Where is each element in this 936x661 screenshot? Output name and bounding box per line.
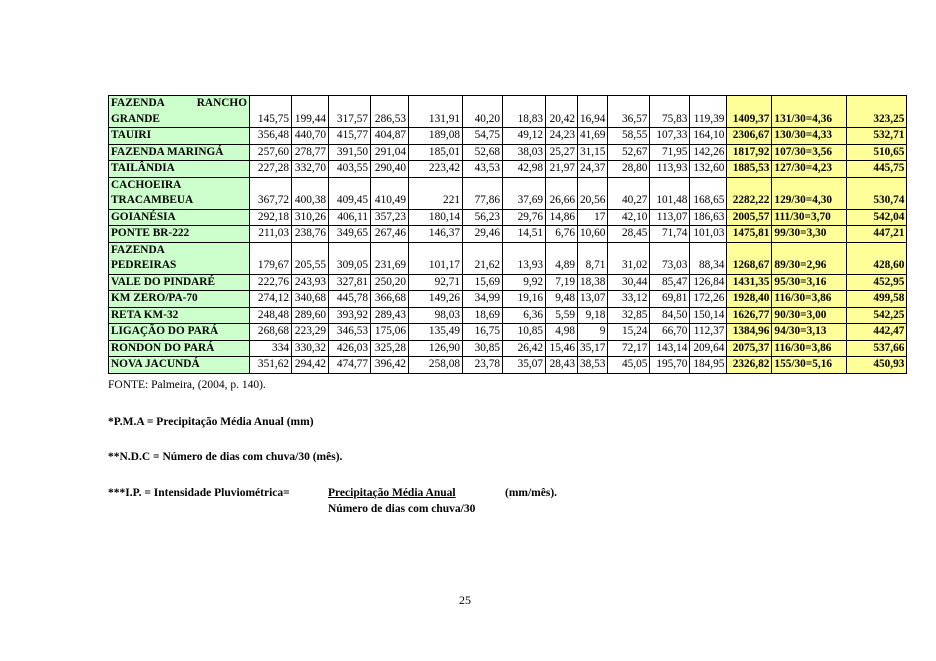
monthly-value-cell: 13,93: [503, 242, 546, 274]
monthly-value-cell: 9: [578, 324, 608, 341]
monthly-value-cell: 19,16: [503, 291, 546, 308]
monthly-value-cell: 4,98: [546, 324, 578, 341]
monthly-value-cell: 278,77: [292, 144, 329, 161]
station-name: FAZENDA RANCHO: [111, 97, 247, 109]
table-row: [109, 357, 907, 374]
monthly-value-cell: 334: [250, 340, 292, 357]
monthly-value-cell: 17: [578, 209, 608, 226]
monthly-value-cell: 23,78: [463, 357, 503, 374]
pma-cell: 2005,57: [727, 209, 772, 226]
monthly-value-cell: 14,86: [546, 209, 578, 226]
station-name-cell: [109, 274, 250, 291]
monthly-value-cell: 132,60: [690, 161, 727, 178]
station-name-cell: [109, 209, 250, 226]
monthly-value-cell: 349,65: [329, 226, 371, 243]
monthly-value-cell: 327,81: [329, 274, 371, 291]
source-citation: FONTE: Palmeira, (2004, p. 140).: [108, 379, 266, 391]
monthly-value-cell: 290,40: [371, 161, 409, 178]
ndc-cell: 89/30=2,96: [772, 242, 847, 274]
monthly-value-cell: 16,75: [463, 324, 503, 341]
monthly-value-cell: 13,07: [578, 291, 608, 308]
ndc-cell: 99/30=3,30: [772, 226, 847, 243]
monthly-value-cell: 24,37: [578, 161, 608, 178]
monthly-value-cell: 179,67: [250, 242, 292, 274]
monthly-value-cell: 18,83: [503, 96, 546, 128]
monthly-value-cell: 21,97: [546, 161, 578, 178]
ip-cell: 530,74: [847, 177, 907, 209]
table-row: [109, 242, 907, 274]
monthly-value-cell: 291,04: [371, 144, 409, 161]
ndc-cell: 107/30=3,56: [772, 144, 847, 161]
monthly-value-cell: 31,15: [578, 144, 608, 161]
pma-cell: 1431,35: [727, 274, 772, 291]
monthly-value-cell: 84,50: [650, 307, 690, 324]
monthly-value-cell: 180,14: [409, 209, 463, 226]
station-name: RETA KM-32: [111, 308, 179, 321]
monthly-value-cell: 325,28: [371, 340, 409, 357]
ip-cell: 447,21: [847, 226, 907, 243]
station-name-cell: [109, 96, 250, 128]
monthly-value-cell: 149,26: [409, 291, 463, 308]
monthly-value-cell: 223,29: [292, 324, 329, 341]
monthly-value-cell: 49,12: [503, 128, 546, 145]
monthly-value-cell: 26,66: [546, 177, 578, 209]
monthly-value-cell: 205,55: [292, 242, 329, 274]
monthly-value-cell: 185,01: [409, 144, 463, 161]
page-number: 25: [459, 593, 471, 607]
table-row: [109, 96, 907, 128]
monthly-value-cell: 101,17: [409, 242, 463, 274]
monthly-value-cell: 357,23: [371, 209, 409, 226]
monthly-value-cell: 189,08: [409, 128, 463, 145]
monthly-value-cell: 119,39: [690, 96, 727, 128]
monthly-value-cell: 20,42: [546, 96, 578, 128]
monthly-value-cell: 406,11: [329, 209, 371, 226]
monthly-value-cell: 426,03: [329, 340, 371, 357]
monthly-value-cell: 309,05: [329, 242, 371, 274]
monthly-value-cell: 107,33: [650, 128, 690, 145]
monthly-value-cell: 404,87: [371, 128, 409, 145]
monthly-value-cell: 7,19: [546, 274, 578, 291]
monthly-value-cell: 268,68: [250, 324, 292, 341]
pma-cell: 1409,37: [727, 96, 772, 128]
monthly-value-cell: 209,64: [690, 340, 727, 357]
monthly-value-cell: 43,53: [463, 161, 503, 178]
table-row: [109, 307, 907, 324]
monthly-value-cell: 195,70: [650, 357, 690, 374]
station-name: FAZENDA MARINGÁ: [111, 145, 224, 158]
monthly-value-cell: 286,53: [371, 96, 409, 128]
note-ip-denominator: Número de dias com chuva/30: [328, 503, 476, 515]
monthly-value-cell: 31,02: [608, 242, 650, 274]
monthly-value-cell: 101,03: [690, 226, 727, 243]
monthly-value-cell: 15,24: [608, 324, 650, 341]
note-ip-unit: (mm/mês).: [505, 487, 558, 499]
monthly-value-cell: 231,69: [371, 242, 409, 274]
monthly-value-cell: 211,03: [250, 226, 292, 243]
pma-cell: 2306,67: [727, 128, 772, 145]
monthly-value-cell: 40,20: [463, 96, 503, 128]
station-name: NOVA JACUNDÁ: [111, 358, 200, 370]
monthly-value-cell: 113,93: [650, 161, 690, 178]
monthly-value-cell: 34,99: [463, 291, 503, 308]
ndc-cell: 111/30=3,70: [772, 209, 847, 226]
monthly-value-cell: 71,74: [650, 226, 690, 243]
monthly-value-cell: 396,42: [371, 357, 409, 374]
monthly-value-cell: 6,76: [546, 226, 578, 243]
monthly-value-cell: 66,70: [650, 324, 690, 341]
monthly-value-cell: 346,53: [329, 324, 371, 341]
monthly-value-cell: 32,85: [608, 307, 650, 324]
monthly-value-cell: 35,17: [578, 340, 608, 357]
station-name: LIGAÇÃO DO PARÁ: [111, 325, 219, 337]
monthly-value-cell: 69,81: [650, 291, 690, 308]
note-ndc: **N.D.C = Número de dias com chuva/30 (mês).: [108, 451, 343, 463]
monthly-value-cell: 445,78: [329, 291, 371, 308]
monthly-value-cell: 14,51: [503, 226, 546, 243]
monthly-value-cell: 410,49: [371, 177, 409, 209]
pma-cell: 1626,77: [727, 307, 772, 324]
ip-cell: 537,66: [847, 340, 907, 357]
monthly-value-cell: 400,38: [292, 177, 329, 209]
monthly-value-cell: 351,62: [250, 357, 292, 374]
note-ip-label: ***I.P. = Intensidade Pluviométrica=: [108, 487, 290, 499]
note-ip-numerator: Precipitação Média Anual: [328, 487, 456, 499]
monthly-value-cell: 18,38: [578, 274, 608, 291]
ip-cell: 499,58: [847, 291, 907, 308]
ip-cell: 442,47: [847, 324, 907, 341]
station-name-cell: [109, 128, 250, 145]
monthly-value-cell: 28,80: [608, 161, 650, 178]
station-name: RONDON DO PARÁ: [111, 341, 215, 354]
monthly-value-cell: 289,43: [371, 307, 409, 324]
station-name: PONTE BR-222: [111, 227, 190, 239]
monthly-value-cell: 42,10: [608, 209, 650, 226]
station-name-cell: [109, 161, 250, 178]
table-row: [109, 340, 907, 357]
monthly-value-cell: 35,07: [503, 357, 546, 374]
monthly-value-cell: 145,75: [250, 96, 292, 128]
monthly-value-cell: 135,49: [409, 324, 463, 341]
monthly-value-cell: 172,26: [690, 291, 727, 308]
monthly-value-cell: 403,55: [329, 161, 371, 178]
monthly-value-cell: 164,10: [690, 128, 727, 145]
monthly-value-cell: 15,69: [463, 274, 503, 291]
monthly-value-cell: 143,14: [650, 340, 690, 357]
monthly-value-cell: 101,48: [650, 177, 690, 209]
pma-cell: 1928,40: [727, 291, 772, 308]
monthly-value-cell: 274,12: [250, 291, 292, 308]
station-name: TAILÂNDIA: [111, 162, 175, 174]
monthly-value-cell: 366,68: [371, 291, 409, 308]
monthly-value-cell: 150,14: [690, 307, 727, 324]
monthly-value-cell: 440,70: [292, 128, 329, 145]
monthly-value-cell: 168,65: [690, 177, 727, 209]
monthly-value-cell: 267,46: [371, 226, 409, 243]
monthly-value-cell: 37,69: [503, 177, 546, 209]
ndc-cell: 94/30=3,13: [772, 324, 847, 341]
monthly-value-cell: 98,03: [409, 307, 463, 324]
monthly-value-cell: 18,69: [463, 307, 503, 324]
monthly-value-cell: 186,63: [690, 209, 727, 226]
station-name-cell: [109, 357, 250, 374]
monthly-value-cell: 474,77: [329, 357, 371, 374]
ndc-cell: 130/30=4,33: [772, 128, 847, 145]
monthly-value-cell: 38,53: [578, 357, 608, 374]
station-name-cell: [109, 177, 250, 209]
station-name: GOIANÉSIA: [111, 210, 176, 223]
monthly-value-cell: 88,34: [690, 242, 727, 274]
monthly-value-cell: 243,93: [292, 274, 329, 291]
monthly-value-cell: 73,03: [650, 242, 690, 274]
monthly-value-cell: 222,76: [250, 274, 292, 291]
table-row: [109, 274, 907, 291]
monthly-value-cell: 30,85: [463, 340, 503, 357]
monthly-value-cell: 85,47: [650, 274, 690, 291]
station-name: GRANDE: [111, 112, 160, 125]
station-name-cell: [109, 340, 250, 357]
monthly-value-cell: 415,77: [329, 128, 371, 145]
station-name-cell: [109, 291, 250, 308]
monthly-value-cell: 52,67: [608, 144, 650, 161]
table-row: [109, 144, 907, 161]
monthly-value-cell: 294,42: [292, 357, 329, 374]
table-row: [109, 209, 907, 226]
monthly-value-cell: 16,94: [578, 96, 608, 128]
station-name: KM ZERO/PA-70: [111, 292, 198, 304]
monthly-value-cell: 223,42: [409, 161, 463, 178]
table-row: [109, 128, 907, 145]
monthly-value-cell: 10,85: [503, 324, 546, 341]
monthly-value-cell: 30,44: [608, 274, 650, 291]
ip-cell: 532,71: [847, 128, 907, 145]
ndc-cell: 131/30=4,36: [772, 96, 847, 128]
station-name: TAUIRI: [111, 129, 151, 141]
precipitation-table: [108, 95, 907, 374]
table-row: [109, 177, 907, 209]
ip-cell: 323,25: [847, 96, 907, 128]
monthly-value-cell: 199,44: [292, 96, 329, 128]
pma-cell: 1475,81: [727, 226, 772, 243]
ip-cell: 452,95: [847, 274, 907, 291]
monthly-value-cell: 126,84: [690, 274, 727, 291]
monthly-value-cell: 356,48: [250, 128, 292, 145]
ip-cell: 542,25: [847, 307, 907, 324]
ip-cell: 510,65: [847, 144, 907, 161]
station-name-cell: [109, 144, 250, 161]
monthly-value-cell: 21,62: [463, 242, 503, 274]
monthly-value-cell: 175,06: [371, 324, 409, 341]
monthly-value-cell: 52,68: [463, 144, 503, 161]
station-name-cell: [109, 242, 250, 274]
monthly-value-cell: 54,75: [463, 128, 503, 145]
table-row: [109, 291, 907, 308]
ndc-cell: 90/30=3,00: [772, 307, 847, 324]
monthly-value-cell: 29,76: [503, 209, 546, 226]
ip-cell: 450,93: [847, 357, 907, 374]
monthly-value-cell: 332,70: [292, 161, 329, 178]
monthly-value-cell: 40,27: [608, 177, 650, 209]
monthly-value-cell: 292,18: [250, 209, 292, 226]
monthly-value-cell: 9,92: [503, 274, 546, 291]
monthly-value-cell: 131,91: [409, 96, 463, 128]
table-body: [109, 96, 907, 374]
monthly-value-cell: 10,60: [578, 226, 608, 243]
pma-cell: 1268,67: [727, 242, 772, 274]
monthly-value-cell: 77,86: [463, 177, 503, 209]
monthly-value-cell: 9,48: [546, 291, 578, 308]
monthly-value-cell: 15,46: [546, 340, 578, 357]
monthly-value-cell: 391,50: [329, 144, 371, 161]
station-name-cell: [109, 307, 250, 324]
ndc-cell: 127/30=4,23: [772, 161, 847, 178]
monthly-value-cell: 289,60: [292, 307, 329, 324]
pma-cell: 1384,96: [727, 324, 772, 341]
monthly-value-cell: 126,90: [409, 340, 463, 357]
ip-cell: 445,75: [847, 161, 907, 178]
monthly-value-cell: 20,56: [578, 177, 608, 209]
ndc-cell: 116/30=3,86: [772, 291, 847, 308]
monthly-value-cell: 227,28: [250, 161, 292, 178]
pma-cell: 2075,37: [727, 340, 772, 357]
monthly-value-cell: 45,05: [608, 357, 650, 374]
ip-cell: 542,04: [847, 209, 907, 226]
monthly-value-cell: 75,83: [650, 96, 690, 128]
monthly-value-cell: 72,17: [608, 340, 650, 357]
monthly-value-cell: 184,95: [690, 357, 727, 374]
monthly-value-cell: 142,26: [690, 144, 727, 161]
monthly-value-cell: 248,48: [250, 307, 292, 324]
monthly-value-cell: 42,98: [503, 161, 546, 178]
monthly-value-cell: 393,92: [329, 307, 371, 324]
monthly-value-cell: 257,60: [250, 144, 292, 161]
station-name: VALE DO PINDARÉ: [111, 275, 215, 288]
monthly-value-cell: 41,69: [578, 128, 608, 145]
pma-cell: 2282,22: [727, 177, 772, 209]
monthly-value-cell: 238,76: [292, 226, 329, 243]
note-pma: *P.M.A = Precipitação Média Anual (mm): [108, 416, 314, 428]
table-row: [109, 324, 907, 341]
monthly-value-cell: 28,43: [546, 357, 578, 374]
monthly-value-cell: 4,89: [546, 242, 578, 274]
ndc-cell: 95/30=3,16: [772, 274, 847, 291]
monthly-value-cell: 330,32: [292, 340, 329, 357]
monthly-value-cell: 24,23: [546, 128, 578, 145]
station-name: CACHOEIRA: [111, 178, 182, 191]
monthly-value-cell: 92,71: [409, 274, 463, 291]
monthly-value-cell: 71,95: [650, 144, 690, 161]
station-name-cell: [109, 226, 250, 243]
pma-cell: 1885,53: [727, 161, 772, 178]
monthly-value-cell: 38,03: [503, 144, 546, 161]
monthly-value-cell: 409,45: [329, 177, 371, 209]
monthly-value-cell: 26,42: [503, 340, 546, 357]
monthly-value-cell: 310,26: [292, 209, 329, 226]
station-name-cell: [109, 324, 250, 341]
monthly-value-cell: 146,37: [409, 226, 463, 243]
monthly-value-cell: 5,59: [546, 307, 578, 324]
ndc-cell: 129/30=4,30: [772, 177, 847, 209]
ip-cell: 428,60: [847, 242, 907, 274]
pma-cell: 2326,82: [727, 357, 772, 374]
monthly-value-cell: 29,46: [463, 226, 503, 243]
monthly-value-cell: 221: [409, 177, 463, 209]
monthly-value-cell: 9,18: [578, 307, 608, 324]
monthly-value-cell: 113,07: [650, 209, 690, 226]
monthly-value-cell: 33,12: [608, 291, 650, 308]
monthly-value-cell: 317,57: [329, 96, 371, 128]
monthly-value-cell: 36,57: [608, 96, 650, 128]
station-name: FAZENDA: [111, 243, 165, 256]
table-row: [109, 226, 907, 243]
monthly-value-cell: 28,45: [608, 226, 650, 243]
monthly-value-cell: 56,23: [463, 209, 503, 226]
station-name: TRACAMBEUA: [111, 194, 194, 206]
station-name: PEDREIRAS: [111, 259, 177, 271]
monthly-value-cell: 250,20: [371, 274, 409, 291]
monthly-value-cell: 58,55: [608, 128, 650, 145]
monthly-value-cell: 340,68: [292, 291, 329, 308]
monthly-value-cell: 112,37: [690, 324, 727, 341]
ndc-cell: 116/30=3,86: [772, 340, 847, 357]
monthly-value-cell: 8,71: [578, 242, 608, 274]
monthly-value-cell: 25,27: [546, 144, 578, 161]
monthly-value-cell: 6,36: [503, 307, 546, 324]
monthly-value-cell: 258,08: [409, 357, 463, 374]
ndc-cell: 155/30=5,16: [772, 357, 847, 374]
table-row: [109, 161, 907, 178]
pma-cell: 1817,92: [727, 144, 772, 161]
monthly-value-cell: 367,72: [250, 177, 292, 209]
